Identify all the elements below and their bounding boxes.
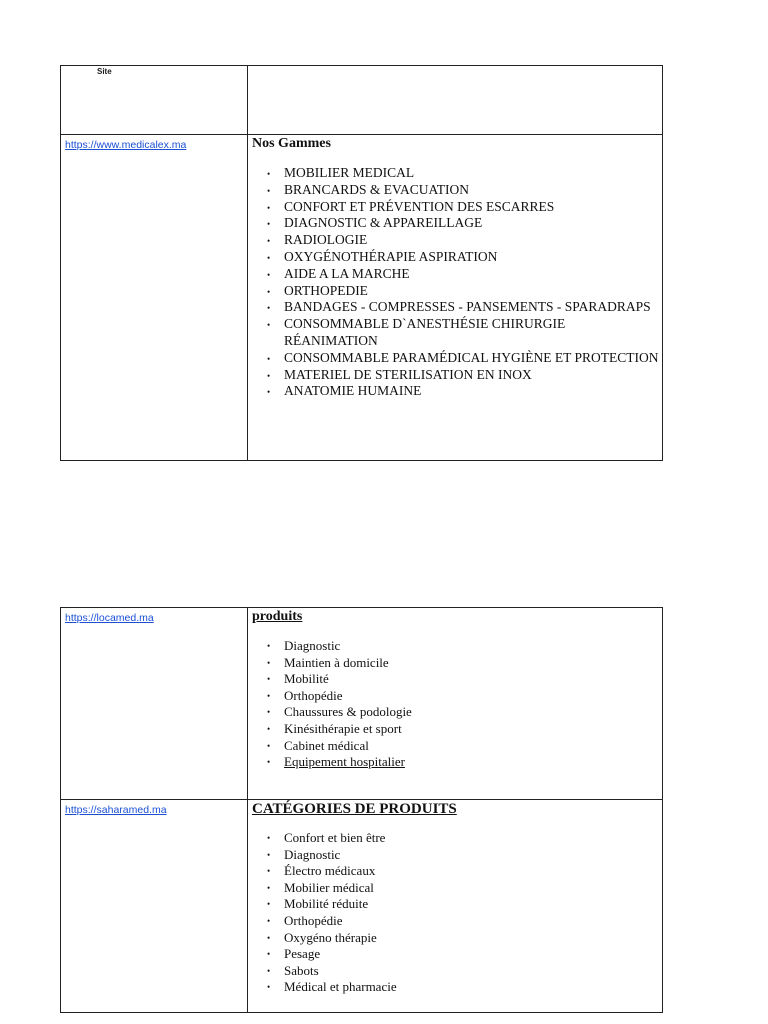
- list-item: • Cabinet médical: [248, 738, 662, 755]
- sites-table-1: [60, 65, 663, 461]
- list-item: • Maintien à domicile: [248, 655, 662, 672]
- list-item: • BANDAGES - COMPRESSES - PANSEMENTS - SPARADRAPS: [248, 299, 662, 316]
- list-item: • Mobilité: [248, 671, 662, 688]
- list-item: • RADIOLOGIE: [248, 232, 662, 249]
- list-item: • ORTHOPEDIE: [248, 283, 662, 300]
- list-item: • Oxygéno thérapie: [248, 930, 662, 947]
- list-item: • CONSOMMABLE D`ANESTHÉSIE CHIRURGIE RÉANIMATION: [248, 316, 662, 350]
- list-item: • Électro médicaux: [248, 863, 662, 880]
- list-item: • MATERIEL DE STERILISATION EN INOX: [248, 367, 662, 384]
- site-column-header: Site: [97, 67, 112, 76]
- list-item: • AIDE A LA MARCHE: [248, 266, 662, 283]
- list-item: • BRANCARDS & EVACUATION: [248, 182, 662, 199]
- table-row: [61, 800, 663, 1013]
- site-link-locamed[interactable]: https://locamed.ma: [65, 612, 154, 624]
- site-cell: [61, 800, 248, 1013]
- produits-list: [248, 638, 662, 771]
- list-item: • Orthopédie: [248, 913, 662, 930]
- site-link-saharamed[interactable]: https://saharamed.ma: [65, 804, 167, 816]
- section-title-nos-gammes: Nos Gammes: [252, 136, 331, 151]
- content-cell: [248, 608, 663, 800]
- list-item: • Mobilier médical: [248, 880, 662, 897]
- site-cell: [61, 135, 248, 461]
- list-item: • Médical et pharmacie: [248, 979, 662, 996]
- sites-table-2: [60, 607, 663, 1013]
- list-item: • CONSOMMABLE PARAMÉDICAL HYGIÈNE ET PROTECTION: [248, 350, 662, 367]
- list-item: • DIAGNOSTIC & APPAREILLAGE: [248, 215, 662, 232]
- gammes-list: [248, 165, 662, 400]
- list-item: • Orthopédie: [248, 688, 662, 705]
- list-item: • Diagnostic: [248, 638, 662, 655]
- list-item: • Mobilité réduite: [248, 896, 662, 913]
- site-header-cell: [61, 66, 248, 135]
- table-row: [61, 135, 663, 461]
- table-header-row: [61, 66, 663, 135]
- content-cell: [248, 135, 663, 461]
- list-item: • MOBILIER MEDICAL: [248, 165, 662, 182]
- site-cell: [61, 608, 248, 800]
- list-item: • Equipement hospitalier: [248, 754, 662, 771]
- list-item: • CONFORT ET PRÉVENTION DES ESCARRES: [248, 199, 662, 216]
- list-item: • Sabots: [248, 963, 662, 980]
- table-row: [61, 608, 663, 800]
- content-cell: [248, 800, 663, 1013]
- categories-list: [248, 830, 662, 996]
- list-item: • ANATOMIE HUMAINE: [248, 383, 662, 400]
- list-item: • Confort et bien être: [248, 830, 662, 847]
- section-title-produits: produits: [252, 609, 303, 624]
- list-item: • Pesage: [248, 946, 662, 963]
- section-title-categories: CATÉGORIES DE PRODUITS: [252, 801, 457, 817]
- list-item: • Kinésithérapie et sport: [248, 721, 662, 738]
- list-item: • OXYGÉNOTHÉRAPIE ASPIRATION: [248, 249, 662, 266]
- list-item: • Chaussures & podologie: [248, 704, 662, 721]
- empty-header-cell: [248, 66, 663, 135]
- site-link-medicalex[interactable]: https://www.medicalex.ma: [65, 139, 187, 151]
- list-item: • Diagnostic: [248, 847, 662, 864]
